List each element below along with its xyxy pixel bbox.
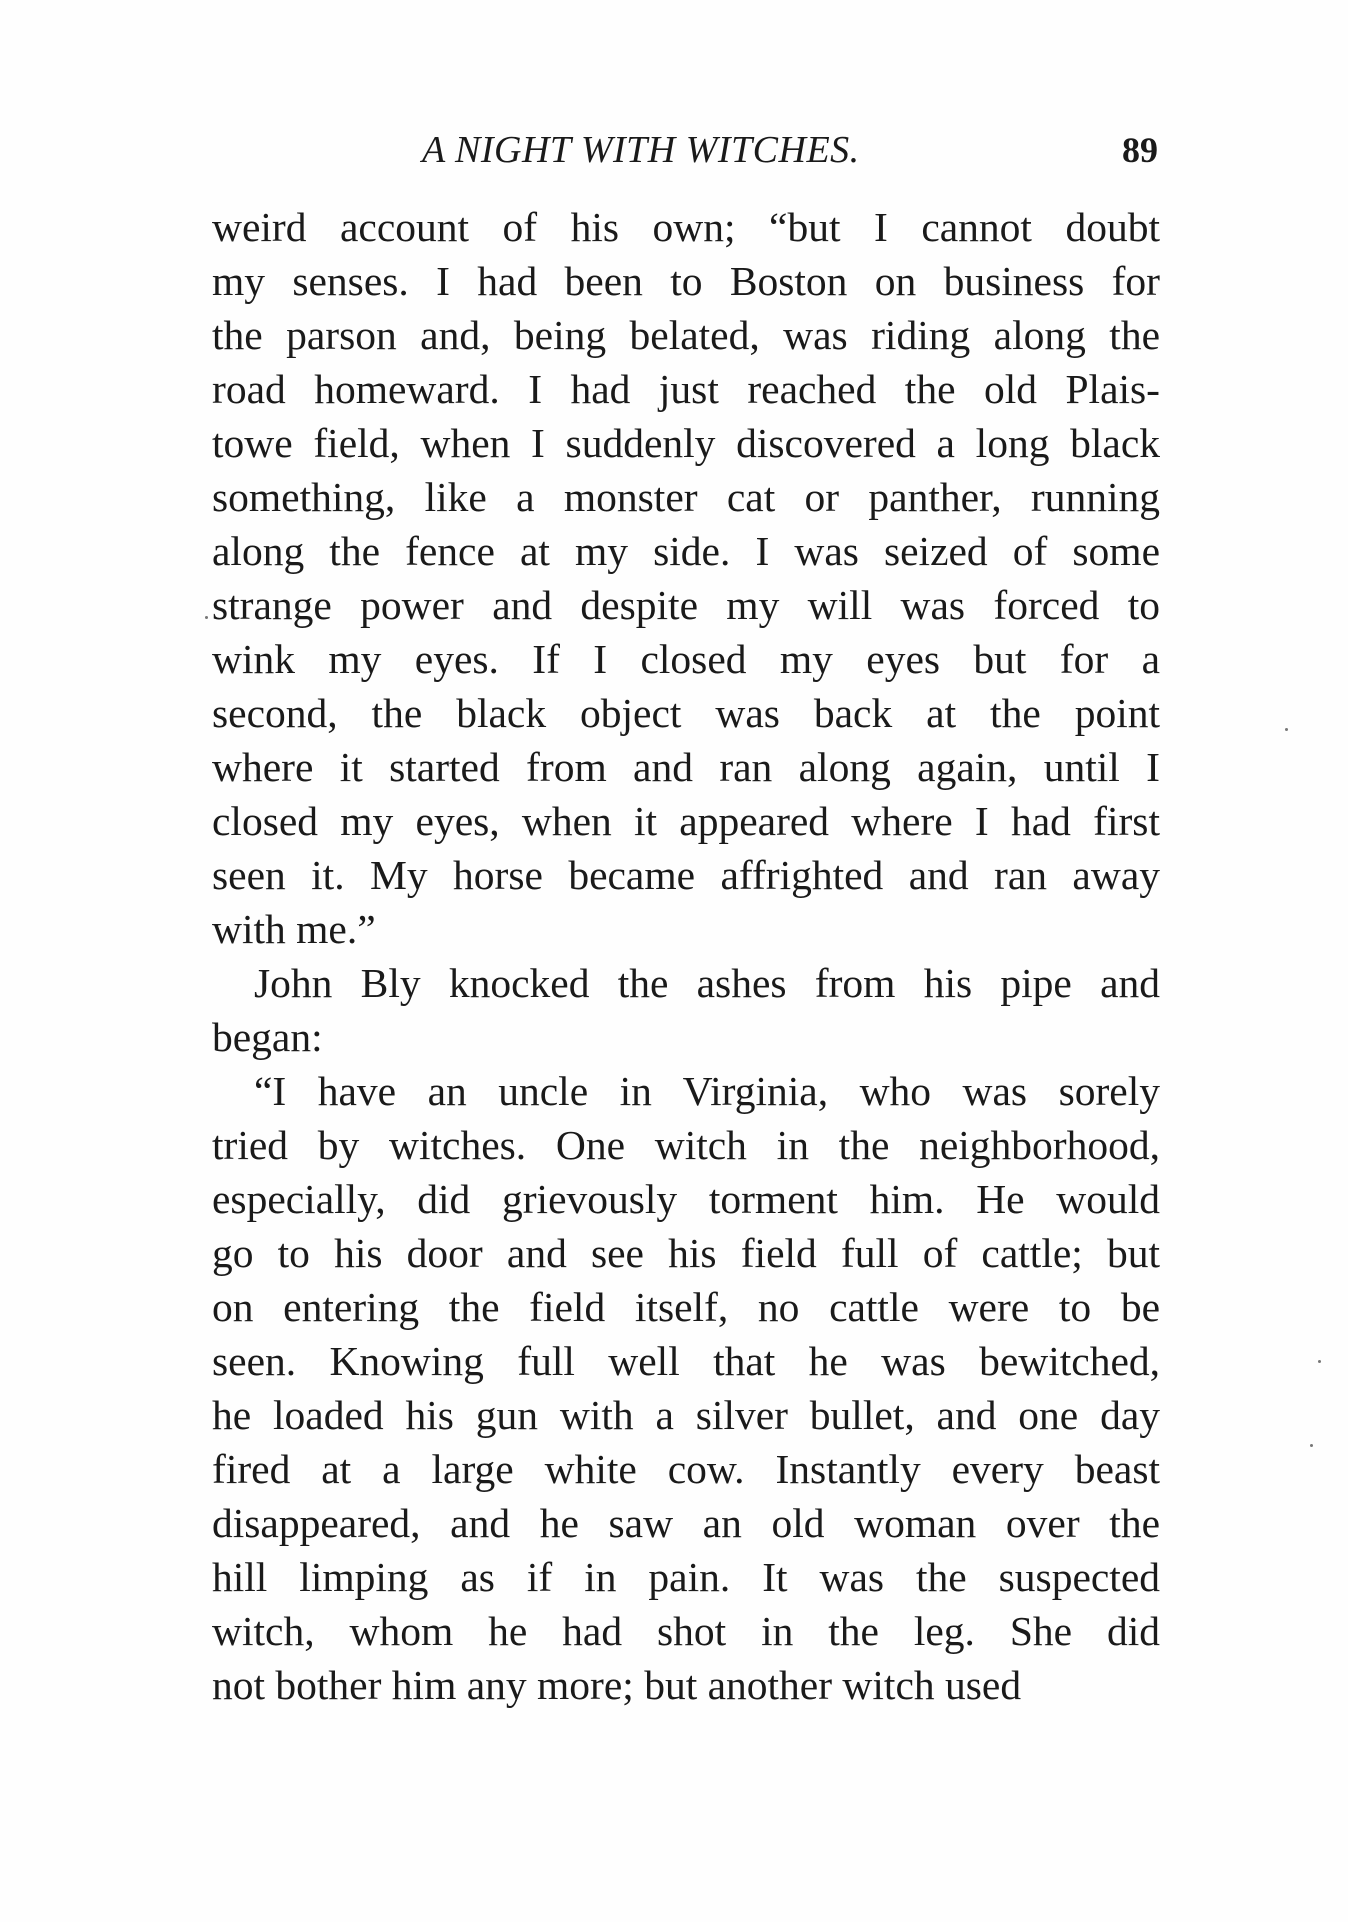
body-text bbox=[212, 200, 1160, 1712]
text-line: fired at a large white cow. Instantly every beast bbox=[212, 1446, 1160, 1492]
text-line: began: bbox=[212, 1014, 323, 1060]
text-line: go to his door and see his field full of cattle; but bbox=[212, 1230, 1160, 1276]
text-line: “I have an uncle in Virginia, who was sorely bbox=[254, 1068, 1160, 1114]
text-line: second, the black object was back at the point bbox=[212, 690, 1160, 736]
scan-speck bbox=[1318, 1360, 1321, 1363]
paragraph bbox=[212, 1064, 1160, 1712]
text-line: towe field, when I suddenly discovered a long black bbox=[212, 420, 1160, 466]
paragraph bbox=[212, 956, 1160, 1064]
page-number: 89 bbox=[1122, 130, 1158, 170]
text-line: witch, whom he had shot in the leg. She did bbox=[212, 1608, 1160, 1654]
text-line: closed my eyes, when it appeared where I had first bbox=[212, 798, 1160, 844]
scan-speck bbox=[205, 616, 208, 619]
text-line: John Bly knocked the ashes from his pipe and bbox=[254, 960, 1160, 1006]
text-line: seen. Knowing full well that he was bewitched, bbox=[212, 1338, 1160, 1384]
text-line: seen it. My horse became affrighted and ran away bbox=[212, 852, 1160, 898]
running-title: A NIGHT WITH WITCHES. bbox=[422, 129, 860, 171]
scan-speck bbox=[1285, 728, 1288, 731]
text-line: on entering the field itself, no cattle were to be bbox=[212, 1284, 1160, 1330]
text-line: weird account of his own; “but I cannot doubt bbox=[212, 204, 1160, 250]
text-line: something, like a monster cat or panther, running bbox=[212, 474, 1160, 520]
paragraph bbox=[212, 200, 1160, 956]
text-line: road homeward. I had just reached the old Plais- bbox=[212, 366, 1160, 412]
text-line: with me.” bbox=[212, 906, 376, 952]
text-line: especially, did grievously torment him. He would bbox=[212, 1176, 1160, 1222]
running-head bbox=[210, 125, 1170, 175]
text-line: he loaded his gun with a silver bullet, and one day bbox=[212, 1392, 1160, 1438]
text-line: the parson and, being belated, was riding along the bbox=[212, 312, 1160, 358]
text-line: my senses. I had been to Boston on business for bbox=[212, 258, 1160, 304]
text-line: not bother him any more; but another witch used bbox=[212, 1662, 1022, 1708]
text-line: hill limping as if in pain. It was the suspected bbox=[212, 1554, 1160, 1600]
text-line: where it started from and ran along again, until I bbox=[212, 744, 1160, 790]
text-line: strange power and despite my will was forced to bbox=[212, 582, 1160, 628]
scan-speck bbox=[1310, 1444, 1313, 1447]
text-line: along the fence at my side. I was seized of some bbox=[212, 528, 1160, 574]
text-line: tried by witches. One witch in the neighborhood, bbox=[212, 1122, 1160, 1168]
text-line: wink my eyes. If I closed my eyes but for a bbox=[212, 636, 1160, 682]
text-line: disappeared, and he saw an old woman over the bbox=[212, 1500, 1160, 1546]
